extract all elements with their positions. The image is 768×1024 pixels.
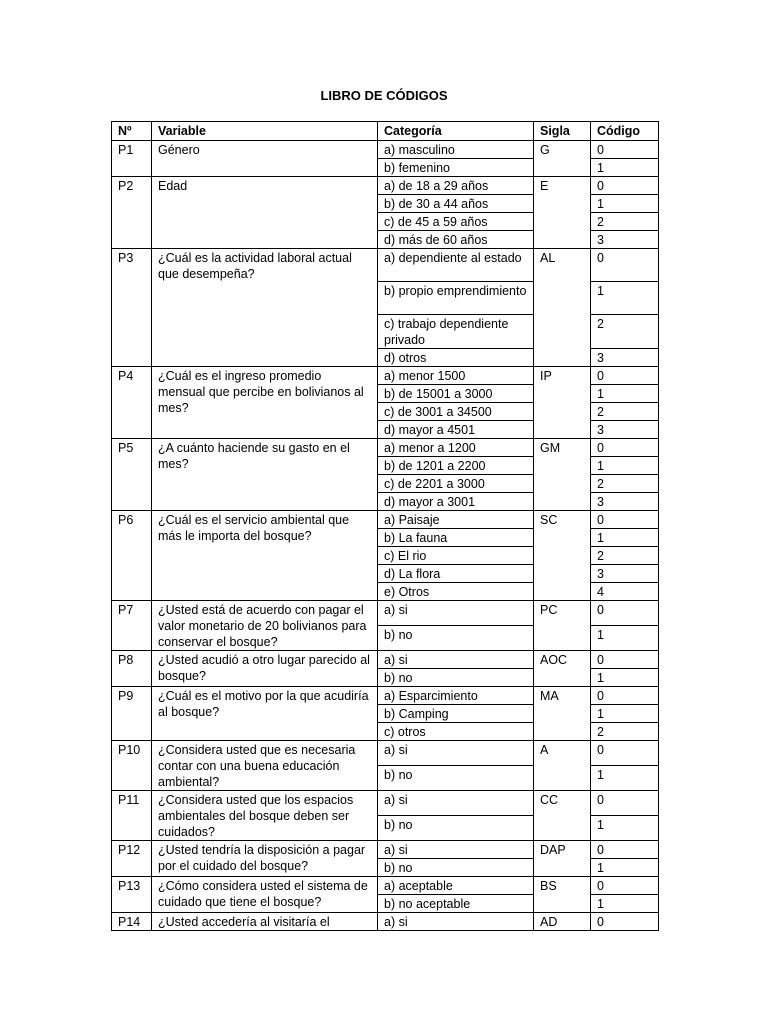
category-cell: a) menor 1500 (378, 367, 534, 385)
table-row (112, 687, 659, 705)
header-number: Nº (112, 122, 152, 141)
code-cell: 4 (591, 583, 659, 601)
question-number: P8 (112, 651, 152, 687)
header-acronym: Sigla (534, 122, 591, 141)
question-variable: ¿Cuál es el motivo por la que acudiría al bosque? (152, 687, 378, 741)
question-variable: ¿A cuánto haciende su gasto en el mes? (152, 439, 378, 511)
code-cell: 1 (591, 895, 659, 913)
question-number: P6 (112, 511, 152, 601)
category-cell: a) aceptable (378, 877, 534, 895)
code-cell: 1 (591, 385, 659, 403)
category-cell: b) femenino (378, 159, 534, 177)
acronym-cell: G (534, 141, 591, 177)
table-row (112, 249, 659, 282)
code-cell: 3 (591, 349, 659, 367)
category-cell: c) de 2201 a 3000 (378, 475, 534, 493)
category-cell: b) no aceptable (378, 895, 534, 913)
code-cell: 2 (591, 475, 659, 493)
code-cell: 0 (591, 439, 659, 457)
category-cell: b) de 1201 a 2200 (378, 457, 534, 475)
code-cell: 1 (591, 705, 659, 723)
question-variable: ¿Cuál es la actividad laboral actual que desempeña? (152, 249, 378, 367)
code-cell: 2 (591, 547, 659, 565)
code-cell: 1 (591, 529, 659, 547)
acronym-cell: E (534, 177, 591, 249)
code-cell: 2 (591, 213, 659, 231)
code-cell: 2 (591, 723, 659, 741)
table-row (112, 511, 659, 529)
category-cell: b) de 30 a 44 años (378, 195, 534, 213)
question-number: P12 (112, 841, 152, 877)
code-cell: 3 (591, 231, 659, 249)
code-cell: 0 (591, 141, 659, 159)
code-cell: 1 (591, 669, 659, 687)
category-cell: b) no (378, 669, 534, 687)
table-row (112, 651, 659, 669)
table-body (112, 141, 659, 931)
table-row (112, 367, 659, 385)
question-variable: ¿Usted tendría la disposición a pagar por el cuidado del bosque? (152, 841, 378, 877)
category-cell: a) de 18 a 29 años (378, 177, 534, 195)
code-cell: 2 (591, 315, 659, 349)
category-cell: a) si (378, 841, 534, 859)
acronym-cell: AOC (534, 651, 591, 687)
table-row (112, 177, 659, 195)
code-cell: 2 (591, 403, 659, 421)
category-cell: b) de 15001 a 3000 (378, 385, 534, 403)
category-cell: d) mayor a 3001 (378, 493, 534, 511)
code-cell: 0 (591, 601, 659, 626)
category-cell: a) Paisaje (378, 511, 534, 529)
table-row (112, 877, 659, 895)
code-cell: 1 (591, 626, 659, 651)
table-row (112, 141, 659, 159)
acronym-cell: BS (534, 877, 591, 913)
code-cell: 0 (591, 741, 659, 766)
code-cell: 0 (591, 687, 659, 705)
acronym-cell: MA (534, 687, 591, 741)
acronym-cell: DAP (534, 841, 591, 877)
code-cell: 1 (591, 859, 659, 877)
question-variable: ¿Cuál es el ingreso promedio mensual que percibe en bolivianos al mes? (152, 367, 378, 439)
table-header-row (112, 122, 659, 141)
category-cell: b) no (378, 766, 534, 791)
category-cell: a) si (378, 913, 534, 931)
category-cell: d) mayor a 4501 (378, 421, 534, 439)
category-cell: e) Otros (378, 583, 534, 601)
category-cell: c) de 45 a 59 años (378, 213, 534, 231)
codebook-table (111, 121, 659, 931)
code-cell: 3 (591, 493, 659, 511)
question-number: P7 (112, 601, 152, 651)
category-cell: b) La fauna (378, 529, 534, 547)
acronym-cell: GM (534, 439, 591, 511)
acronym-cell: AL (534, 249, 591, 367)
category-cell: c) otros (378, 723, 534, 741)
page-title: LIBRO DE CÓDIGOS (320, 88, 448, 103)
code-cell: 1 (591, 195, 659, 213)
header-code: Código (591, 122, 659, 141)
code-cell: 1 (591, 282, 659, 315)
category-cell: b) no (378, 816, 534, 841)
code-cell: 3 (591, 421, 659, 439)
code-cell: 1 (591, 457, 659, 475)
category-cell: a) Esparcimiento (378, 687, 534, 705)
code-cell: 0 (591, 791, 659, 816)
category-cell: a) si (378, 651, 534, 669)
code-cell: 0 (591, 367, 659, 385)
acronym-cell: PC (534, 601, 591, 651)
question-number: P13 (112, 877, 152, 913)
acronym-cell: CC (534, 791, 591, 841)
category-cell: d) más de 60 años (378, 231, 534, 249)
question-variable: ¿Considera usted que es necesaria contar con una buena educación ambiental? (152, 741, 378, 791)
code-cell: 0 (591, 841, 659, 859)
table-row (112, 913, 659, 931)
category-cell: d) otros (378, 349, 534, 367)
question-number: P11 (112, 791, 152, 841)
code-cell: 0 (591, 177, 659, 195)
code-cell: 0 (591, 651, 659, 669)
question-variable: Edad (152, 177, 378, 249)
category-cell: d) La flora (378, 565, 534, 583)
category-cell: a) dependiente al estado (378, 249, 534, 282)
table-row (112, 601, 659, 626)
category-cell: a) masculino (378, 141, 534, 159)
acronym-cell: A (534, 741, 591, 791)
category-cell: b) propio emprendimiento (378, 282, 534, 315)
table-row (112, 741, 659, 766)
question-number: P4 (112, 367, 152, 439)
question-variable: ¿Usted accedería al visitaría el (152, 913, 378, 931)
category-cell: a) menor a 1200 (378, 439, 534, 457)
code-cell: 0 (591, 913, 659, 931)
question-number: P10 (112, 741, 152, 791)
question-number: P2 (112, 177, 152, 249)
category-cell: a) si (378, 601, 534, 626)
category-cell: b) Camping (378, 705, 534, 723)
question-variable: ¿Cómo considera usted el sistema de cuidado que tiene el bosque? (152, 877, 378, 913)
table-row (112, 841, 659, 859)
question-number: P9 (112, 687, 152, 741)
acronym-cell: AD (534, 913, 591, 931)
question-number: P14 (112, 913, 152, 931)
question-variable: Género (152, 141, 378, 177)
question-variable: ¿Considera usted que los espacios ambientales del bosque deben ser cuidados? (152, 791, 378, 841)
code-cell: 0 (591, 511, 659, 529)
code-cell: 1 (591, 766, 659, 791)
code-cell: 0 (591, 249, 659, 282)
question-number: P1 (112, 141, 152, 177)
category-cell: a) si (378, 741, 534, 766)
header-variable: Variable (152, 122, 378, 141)
category-cell: c) El rio (378, 547, 534, 565)
table-row (112, 439, 659, 457)
category-cell: a) si (378, 791, 534, 816)
category-cell: b) no (378, 626, 534, 651)
question-variable: ¿Usted está de acuerdo con pagar el valor monetario de 20 bolivianos para conservar el bosque? (152, 601, 378, 651)
code-cell: 0 (591, 877, 659, 895)
question-variable: ¿Cuál es el servicio ambiental que más le importa del bosque? (152, 511, 378, 601)
question-variable: ¿Usted acudió a otro lugar parecido al bosque? (152, 651, 378, 687)
code-cell: 1 (591, 816, 659, 841)
acronym-cell: SC (534, 511, 591, 601)
question-number: P5 (112, 439, 152, 511)
category-cell: c) de 3001 a 34500 (378, 403, 534, 421)
category-cell: b) no (378, 859, 534, 877)
code-cell: 3 (591, 565, 659, 583)
code-cell: 1 (591, 159, 659, 177)
category-cell: c) trabajo dependiente privado (378, 315, 534, 349)
table-row (112, 791, 659, 816)
header-category: Categoría (378, 122, 534, 141)
question-number: P3 (112, 249, 152, 367)
acronym-cell: IP (534, 367, 591, 439)
